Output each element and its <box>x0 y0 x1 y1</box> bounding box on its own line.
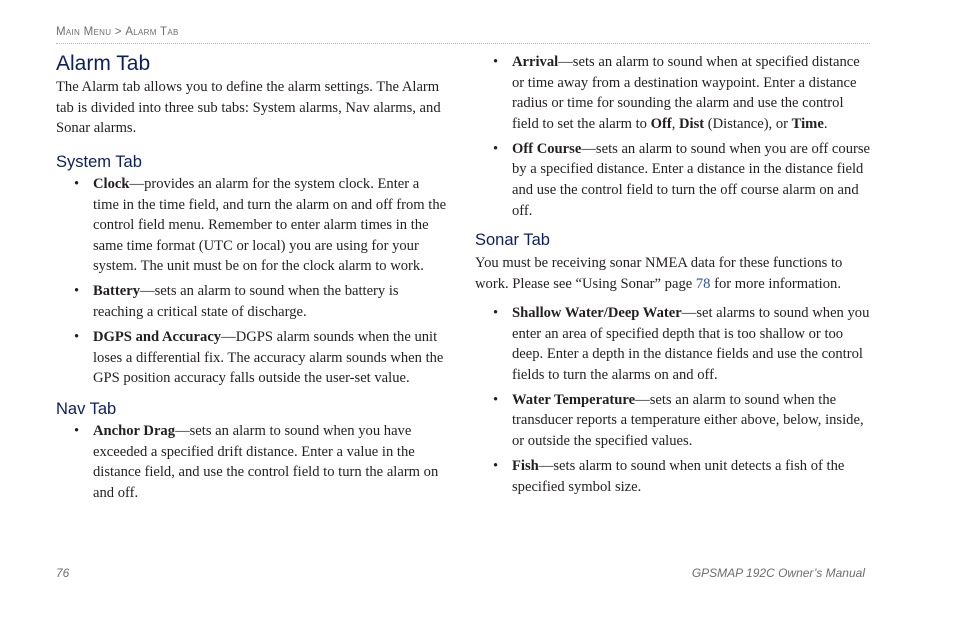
desc-fish: —sets alarm to sound when unit detects a fish of the specified symbol size. <box>512 458 845 495</box>
option-dist: Dist <box>678 115 705 132</box>
desc-dgps: —DGPS alarm sounds when the unit loses a differential fix. The accuracy alarm sounds when the GPS position accuracy falls outside the user-set value. <box>93 329 444 387</box>
nav-tab-heading: Nav Tab <box>56 400 117 418</box>
list-item-shallow-deep <box>475 303 871 385</box>
separator-text: , <box>671 115 679 132</box>
option-off: Off <box>650 115 672 132</box>
separator-text: (Distance), or <box>704 115 792 132</box>
list-item-anchor-drag <box>56 421 448 503</box>
nav-alarm-list-left <box>56 421 448 508</box>
list-item-dgps <box>56 327 448 389</box>
list-item-clock <box>56 174 448 277</box>
term-off-course: Off Course <box>512 140 582 157</box>
option-time: Time <box>791 115 824 132</box>
bullet: • <box>493 305 499 321</box>
term-arrival: Arrival <box>512 54 559 70</box>
page-78-link[interactable]: 78 <box>695 275 711 292</box>
term-water-temperature: Water Temperature <box>512 391 636 408</box>
bullet: • <box>74 176 80 192</box>
sonar-tab-heading: Sonar Tab <box>475 231 550 249</box>
manual-title: GPSMAP 192C Owner’s Manual <box>691 566 865 580</box>
term-fish: Fish <box>512 458 539 475</box>
breadcrumb-alarm-tab: Alarm Tab <box>125 26 179 38</box>
bullet: • <box>74 423 80 439</box>
desc-anchor-drag: —sets an alarm to sound when you have exceeded a specified drift distance. Enter a value in the distance field, and use the control field to turn the alarm on and off. <box>93 423 439 501</box>
bullet: • <box>74 283 80 300</box>
bullet: • <box>493 458 499 475</box>
list-item-battery <box>56 281 448 322</box>
intro-paragraph: The Alarm tab allows you to define the alarm settings. The Alarm tab is divided into three sub tabs: System alarms, Nav alarms, and Sonar alarms. <box>56 79 441 137</box>
term-anchor-drag: Anchor Drag <box>93 423 176 439</box>
term-shallow-deep: Shallow Water/Deep Water <box>512 305 682 321</box>
bullet: • <box>493 140 499 157</box>
term-battery: Battery <box>93 283 141 300</box>
breadcrumb <box>56 26 870 38</box>
page-number: 76 <box>56 566 70 580</box>
breadcrumb-main-menu[interactable]: Main Menu <box>56 26 112 38</box>
nav-alarm-list-right <box>475 52 871 226</box>
list-item-off-course <box>475 139 871 221</box>
sonar-intro-text: You must be receiving sonar NMEA data for these functions to work. Please see “Using Sonar” page <box>475 255 843 292</box>
list-item-arrival <box>475 52 871 134</box>
desc-arrival: —sets an alarm to sound when at specified distance or time away from a destination waypoint. Enter a distance radius or time for sounding the alarm and use the control field to set the alarm to <box>512 54 860 132</box>
bullet: • <box>493 391 499 408</box>
sonar-intro-paragraph <box>475 253 871 294</box>
bullet: • <box>493 54 499 70</box>
sonar-intro-text-end: for more information. <box>710 275 841 292</box>
system-tab-heading: System Tab <box>56 153 142 171</box>
term-clock: Clock <box>93 176 130 192</box>
list-item-fish <box>475 456 871 497</box>
desc-clock: —provides an alarm for the system clock. Enter a time in the time field, and turn the alarm on and off from the control field menu. Remember to enter alarm times in the same time format (UTC or local) you are using for your system. The unit must be on for the clock alarm to work. <box>93 176 447 275</box>
page-title: Alarm Tab <box>56 52 151 75</box>
breadcrumb-separator: > <box>114 26 122 38</box>
bullet: • <box>74 329 80 346</box>
header-divider <box>56 43 870 44</box>
desc-shallow-deep: —set alarms to sound when you enter an area of specified depth that is too shallow or too deep. Enter a depth in the distance fields and use the control fields to turn the alarms on and off. <box>512 305 870 383</box>
separator-text: . <box>823 115 828 132</box>
desc-water-temperature: —sets an alarm to sound when the transducer reports a temperature either above, below, inside, or outside the specified values. <box>512 391 864 450</box>
term-dgps: DGPS and Accuracy <box>93 329 222 346</box>
desc-battery: —sets an alarm to sound when the battery is reaching a critical state of discharge. <box>93 283 399 321</box>
desc-off-course: —sets an alarm to sound when you are off course by a specified distance. Enter a distance in the distance field and use the control field to turn the off course alarm on and off. <box>512 140 871 219</box>
system-alarm-list <box>56 174 448 393</box>
list-item-water-temperature <box>475 390 871 452</box>
sonar-alarm-list <box>475 303 871 502</box>
